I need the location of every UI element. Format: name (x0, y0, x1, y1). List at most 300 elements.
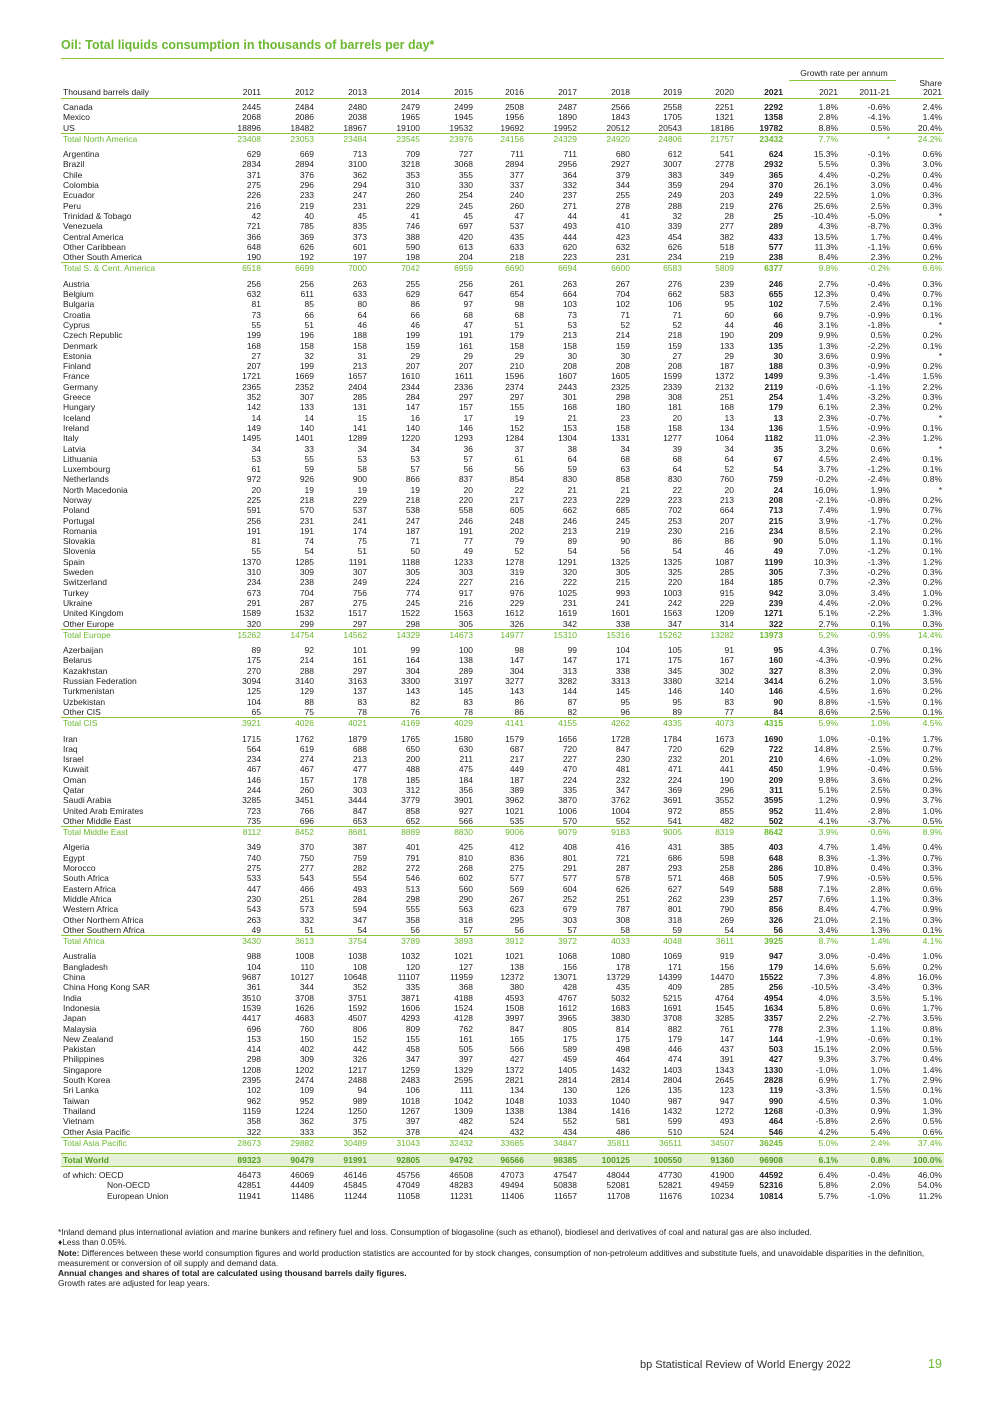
value-cell: 836 (509, 852, 524, 863)
table-row (61, 1034, 944, 1044)
value-cell: 48283 (449, 1180, 473, 1191)
value-cell: 8889 (401, 827, 420, 838)
value-cell: 305 (768, 567, 783, 578)
growth-cell: -3.2% (867, 392, 890, 403)
value-cell: 502 (768, 815, 783, 826)
table-row (61, 159, 944, 169)
value-cell: 1691 (663, 1002, 682, 1013)
value-cell: 293 (667, 863, 682, 874)
row-label: China Hong Kong SAR (63, 982, 150, 993)
share-cell: 0.1% (922, 464, 942, 475)
value-cell: 185 (405, 774, 420, 785)
value-cell: 10814 (759, 1190, 783, 1201)
value-cell: 73 (567, 309, 577, 320)
value-cell: 171 (667, 961, 682, 972)
value-cell: 91 (724, 645, 734, 656)
share-cell: 0.2% (922, 961, 942, 972)
value-cell: 1325 (663, 556, 682, 567)
value-cell: 30 (773, 350, 783, 361)
row-label: Russian Federation (63, 676, 137, 687)
row-label: Ecuador (63, 190, 95, 201)
table-row (61, 361, 944, 371)
table-row (61, 320, 944, 330)
share-cell: 0.3% (922, 278, 942, 289)
value-cell: 149 (246, 422, 261, 433)
growth-cell: 4.5% (818, 1095, 838, 1106)
growth-cell: -0.4% (867, 764, 890, 775)
table-row (61, 697, 944, 707)
value-cell: 1728 (611, 733, 630, 744)
value-cell: 20 (251, 484, 261, 495)
value-cell: 1721 (242, 371, 261, 382)
value-cell: 420 (458, 231, 473, 242)
growth-cell: 2.3% (818, 1023, 838, 1034)
value-cell: 727 (458, 149, 473, 160)
value-cell: 45 (357, 210, 367, 221)
value-cell: 153 (246, 1033, 261, 1044)
value-cell: 242 (667, 597, 682, 608)
value-cell: 653 (352, 815, 367, 826)
value-cell: 158 (667, 422, 682, 433)
value-cell: 208 (562, 361, 577, 372)
value-cell: 277 (299, 863, 314, 874)
table-row (61, 1075, 944, 1085)
value-cell: 99 (410, 645, 420, 656)
value-cell: 46508 (449, 1170, 473, 1181)
value-cell: 3510 (242, 992, 261, 1003)
value-cell: 8681 (348, 827, 367, 838)
growth-cell: * (886, 133, 890, 144)
value-cell: 2365 (242, 381, 261, 392)
growth-cell: 1.9% (818, 764, 838, 775)
growth-cell: -3.3% (815, 1085, 838, 1096)
growth-cell: 0.7% (818, 577, 838, 588)
value-cell: 11676 (658, 1190, 682, 1201)
growth-cell: 6.9% (818, 1075, 838, 1086)
value-cell: 1524 (454, 1002, 473, 1013)
share-cell: 1.0% (922, 805, 942, 816)
value-cell: 3870 (558, 795, 577, 806)
value-cell: 806 (352, 1023, 367, 1034)
value-cell: 444 (562, 231, 577, 242)
value-cell: 344 (615, 180, 630, 191)
growth-cell: 8.3% (818, 852, 838, 863)
share-cell: 0.1% (922, 422, 942, 433)
value-cell: 814 (615, 1023, 630, 1034)
value-cell: 64 (672, 464, 682, 475)
value-cell: 248 (509, 515, 524, 526)
value-cell: 213 (562, 525, 577, 536)
value-cell: 3094 (242, 676, 261, 687)
value-cell: 915 (719, 587, 734, 598)
value-cell: 759 (352, 852, 367, 863)
table-row (61, 588, 944, 598)
growth-cell: 8.4% (818, 904, 838, 915)
table-row (61, 341, 944, 351)
value-cell: 19 (304, 484, 314, 495)
value-cell: 1619 (558, 608, 577, 619)
value-cell: 15310 (553, 629, 577, 640)
value-cell: 254 (458, 190, 473, 201)
growth-cell: 2.7% (818, 618, 838, 629)
value-cell: 4593 (505, 992, 524, 1003)
value-cell: 1612 (558, 1002, 577, 1013)
value-cell: 66 (410, 309, 420, 320)
growth-cell: -0.9% (867, 309, 890, 320)
value-cell: 211 (459, 754, 473, 765)
value-cell: 442 (352, 1044, 367, 1055)
share-cell: 0.2% (922, 361, 942, 372)
value-cell: 335 (562, 785, 577, 795)
value-cell: 202 (509, 525, 524, 536)
value-cell: 1006 (558, 805, 577, 816)
value-cell: 298 (405, 618, 420, 629)
table-row (61, 1024, 944, 1034)
value-cell: 68 (672, 453, 682, 464)
value-cell: 2086 (295, 112, 314, 123)
growth-cell: 2.8% (870, 883, 890, 894)
value-cell: 10127 (290, 972, 314, 983)
value-cell: 91991 (343, 1155, 367, 1166)
value-cell: 19 (514, 412, 524, 423)
share-cell: 0.1% (922, 1033, 942, 1044)
value-cell: 59 (672, 924, 682, 935)
value-cell: 67 (773, 453, 783, 464)
value-cell: 8112 (242, 827, 261, 838)
value-cell: 349 (246, 842, 261, 853)
table-row (61, 464, 944, 474)
table-row (61, 211, 944, 221)
value-cell: 52316 (759, 1180, 783, 1191)
value-cell: 524 (719, 1126, 734, 1137)
growth-cell: 2.5% (870, 200, 890, 211)
value-cell: 810 (458, 852, 473, 863)
value-cell: 158 (615, 422, 630, 433)
growth-cell: -0.2% (867, 263, 890, 274)
growth-cell: 0.3% (870, 159, 890, 170)
table-row (61, 505, 944, 515)
value-cell: 356 (458, 785, 473, 795)
value-cell: 866 (405, 474, 420, 485)
table-row (61, 351, 944, 361)
value-cell: 9079 (558, 827, 577, 838)
value-cell: 427 (768, 1054, 783, 1065)
value-cell: 1384 (558, 1105, 577, 1116)
value-cell: 1611 (454, 371, 473, 382)
value-cell: 1762 (295, 733, 314, 744)
value-cell: 2814 (611, 1075, 630, 1086)
value-cell: 276 (667, 278, 682, 289)
value-cell: 126 (615, 1085, 630, 1096)
value-cell: 376 (299, 169, 314, 180)
value-cell: 434 (562, 1126, 577, 1137)
value-cell: 75 (357, 536, 367, 547)
value-cell: 466 (299, 883, 314, 894)
value-cell: 2804 (663, 1075, 682, 1086)
value-cell: 140 (719, 686, 734, 697)
table-row (61, 1106, 944, 1116)
value-cell: 5032 (611, 992, 630, 1003)
value-cell: 310 (246, 567, 261, 578)
table-row (61, 123, 944, 133)
region-total-row (61, 1137, 944, 1150)
value-cell: 13 (773, 412, 783, 423)
growth-cell: 5.5% (818, 159, 838, 170)
value-cell: 15522 (759, 972, 783, 983)
value-cell: 3285 (715, 1013, 734, 1024)
row-label: Egypt (63, 852, 85, 863)
value-cell: 159 (615, 340, 630, 351)
value-cell: 3282 (558, 676, 577, 687)
value-cell: 778 (768, 1023, 783, 1034)
value-cell: 740 (246, 852, 261, 863)
row-label: Cyprus (63, 319, 90, 330)
share-cell: 0.1% (922, 1085, 942, 1096)
value-cell: 34 (410, 443, 420, 454)
value-cell: 379 (615, 169, 630, 180)
value-cell: 240 (509, 190, 524, 201)
table-row (61, 645, 944, 655)
value-cell: 2038 (348, 112, 367, 123)
row-label: Norway (63, 494, 92, 505)
value-cell: 239 (719, 278, 734, 289)
value-cell: 366 (246, 231, 261, 242)
value-cell: 583 (719, 289, 734, 300)
table-row (61, 806, 944, 816)
value-cell: 326 (509, 618, 524, 629)
growth-2011-21-header: 2011-21 (859, 87, 890, 97)
region-total-row (61, 262, 944, 275)
value-cell: 371 (246, 169, 261, 180)
growth-cell: 21.0% (813, 914, 838, 925)
row-label: Indonesia (63, 1002, 100, 1013)
value-cell: 537 (509, 221, 524, 232)
table-row (61, 619, 944, 629)
share-cell: 0.2% (922, 515, 942, 526)
value-cell: 416 (615, 842, 630, 853)
value-cell: 760 (299, 1023, 314, 1034)
value-cell: 9006 (505, 827, 524, 838)
value-cell: 51 (514, 319, 524, 330)
value-cell: 318 (458, 914, 473, 925)
growth-cell: 3.1% (818, 319, 838, 330)
value-cell: 83 (724, 696, 734, 707)
year-header: 2018 (611, 87, 630, 97)
value-cell: 47073 (500, 1170, 524, 1181)
value-cell: 391 (719, 1054, 734, 1065)
share-cell: 0.3% (922, 618, 942, 629)
share-cell: 0.1% (922, 706, 942, 717)
value-cell: 385 (719, 842, 734, 853)
value-cell: 2558 (663, 102, 682, 112)
value-cell: 247 (405, 515, 420, 526)
value-cell: 299 (299, 618, 314, 629)
value-cell: 1271 (764, 608, 783, 619)
value-cell: 1018 (401, 1095, 420, 1106)
table-row (61, 1116, 944, 1126)
growth-cell: 10.3% (813, 556, 838, 567)
value-cell: 50838 (553, 1180, 577, 1191)
value-cell: 1304 (558, 433, 577, 444)
value-cell: 1517 (348, 608, 367, 619)
value-cell: 135 (667, 1085, 682, 1096)
value-cell: 27 (251, 350, 261, 361)
value-cell: 89 (251, 645, 261, 656)
value-cell: 307 (352, 567, 367, 578)
value-cell: 917 (458, 587, 473, 598)
value-cell: 1159 (242, 1105, 261, 1116)
value-cell: 766 (299, 805, 314, 816)
table-row (61, 707, 944, 717)
value-cell: 47547 (553, 1170, 577, 1181)
table-row (61, 863, 944, 873)
table-row (61, 842, 944, 852)
row-label: Ireland (63, 422, 89, 433)
growth-cell: 2.3% (818, 412, 838, 423)
value-cell: 61 (251, 464, 261, 475)
value-cell: 19100 (396, 122, 420, 133)
value-cell: 437 (719, 1044, 734, 1055)
share-cell: 0.1% (922, 309, 942, 320)
value-cell: 213 (562, 330, 577, 341)
value-cell: 216 (246, 200, 261, 211)
value-cell: 408 (562, 842, 577, 853)
value-cell: 196 (299, 330, 314, 341)
value-cell: 158 (562, 340, 577, 351)
value-cell: 308 (667, 392, 682, 403)
value-cell: 207 (405, 361, 420, 372)
table-row (61, 371, 944, 381)
value-cell: 277 (719, 221, 734, 232)
value-cell: 409 (667, 982, 682, 993)
value-cell: 1522 (401, 608, 420, 619)
row-label: Greece (63, 392, 91, 403)
row-label: France (63, 371, 90, 382)
value-cell: 297 (458, 392, 473, 403)
value-cell: 155 (405, 1033, 420, 1044)
value-cell: 3300 (401, 676, 420, 687)
table-row (61, 577, 944, 587)
value-cell: 55 (251, 546, 261, 557)
value-cell: 474 (667, 1054, 682, 1065)
row-label: Brazil (63, 159, 85, 170)
row-label: Colombia (63, 180, 99, 191)
value-cell: 355 (458, 169, 473, 180)
value-cell: 232 (667, 754, 682, 765)
value-cell: 830 (562, 474, 577, 485)
row-label: Middle Africa (63, 893, 112, 904)
value-cell: 54 (304, 546, 314, 557)
value-cell: 20543 (658, 122, 682, 133)
value-cell: 1358 (764, 112, 783, 123)
value-cell: 431 (667, 842, 682, 853)
growth-cell: 2.4% (870, 1137, 890, 1148)
growth-cell: 6.4% (818, 1170, 838, 1181)
value-cell: 100125 (601, 1155, 630, 1166)
table-row (61, 112, 944, 122)
growth-cell: 0.9% (870, 350, 890, 361)
row-label: Portugal (63, 515, 95, 526)
table-row (61, 252, 944, 262)
value-cell: 285 (719, 982, 734, 993)
share-cell: * (938, 319, 942, 330)
value-cell: 46 (357, 319, 367, 330)
value-cell: 320 (562, 567, 577, 578)
growth-cell: 1.0% (870, 190, 890, 201)
value-cell: 14562 (343, 629, 367, 640)
share-cell: 0.3% (922, 914, 942, 925)
share-cell: 8.9% (922, 827, 942, 838)
value-cell: 696 (246, 1023, 261, 1034)
value-cell: 3357 (764, 1013, 783, 1024)
value-cell: 3754 (348, 936, 367, 947)
value-cell: 92805 (396, 1155, 420, 1166)
value-cell: 1329 (454, 1064, 473, 1075)
value-cell: 96908 (759, 1155, 783, 1166)
row-label: Ukraine (63, 597, 93, 608)
value-cell: 505 (458, 1044, 473, 1055)
value-cell: 549 (719, 883, 734, 894)
row-label: Sweden (63, 567, 94, 578)
share-cell: * (938, 350, 942, 361)
value-cell: 199 (299, 361, 314, 372)
value-cell: 552 (615, 815, 630, 826)
growth-cell: 0.6% (870, 1002, 890, 1013)
value-cell: 14977 (500, 629, 524, 640)
value-cell: 18482 (290, 122, 314, 133)
value-cell: 1403 (663, 1064, 682, 1075)
row-label: United Arab Emirates (63, 805, 144, 816)
value-cell: 11244 (343, 1190, 367, 1201)
value-cell: 34 (251, 443, 261, 454)
value-cell: 8642 (764, 827, 783, 838)
value-cell: 9183 (611, 827, 630, 838)
value-cell: 1277 (663, 433, 682, 444)
value-cell: 1331 (611, 433, 630, 444)
value-cell: 847 (615, 743, 630, 754)
value-cell: 46 (410, 319, 420, 330)
share-cell: 1.4% (922, 112, 942, 123)
table-row (61, 686, 944, 696)
value-cell: 1289 (348, 433, 367, 444)
growth-cell: 4.3% (818, 221, 838, 232)
growth-cell: 1.0% (870, 1064, 890, 1075)
value-cell: 249 (768, 190, 783, 201)
value-cell: 282 (352, 863, 367, 874)
value-cell: 24806 (658, 133, 682, 144)
value-cell: 711 (510, 149, 524, 160)
value-cell: 71 (410, 536, 420, 547)
share-cell: 3.5% (922, 1013, 942, 1024)
value-cell: 168 (719, 402, 734, 413)
growth-cell: -1.3% (867, 556, 890, 567)
value-cell: 134 (719, 422, 734, 433)
value-cell: 187 (509, 774, 524, 785)
value-cell: 188 (352, 330, 367, 341)
share-cell: 0.2% (922, 655, 942, 666)
value-cell: 685 (615, 505, 630, 516)
region-total-row (61, 629, 944, 642)
value-cell: 3779 (401, 795, 420, 806)
value-cell: 34847 (553, 1137, 577, 1148)
growth-cell: -1.1% (867, 241, 890, 252)
value-cell: 291 (246, 597, 261, 608)
share-cell: 0.3% (922, 982, 942, 993)
row-label: Uzbekistan (63, 696, 106, 707)
value-cell: 3430 (242, 936, 261, 947)
value-cell: 73 (251, 309, 261, 320)
value-cell: 375 (352, 1116, 367, 1127)
